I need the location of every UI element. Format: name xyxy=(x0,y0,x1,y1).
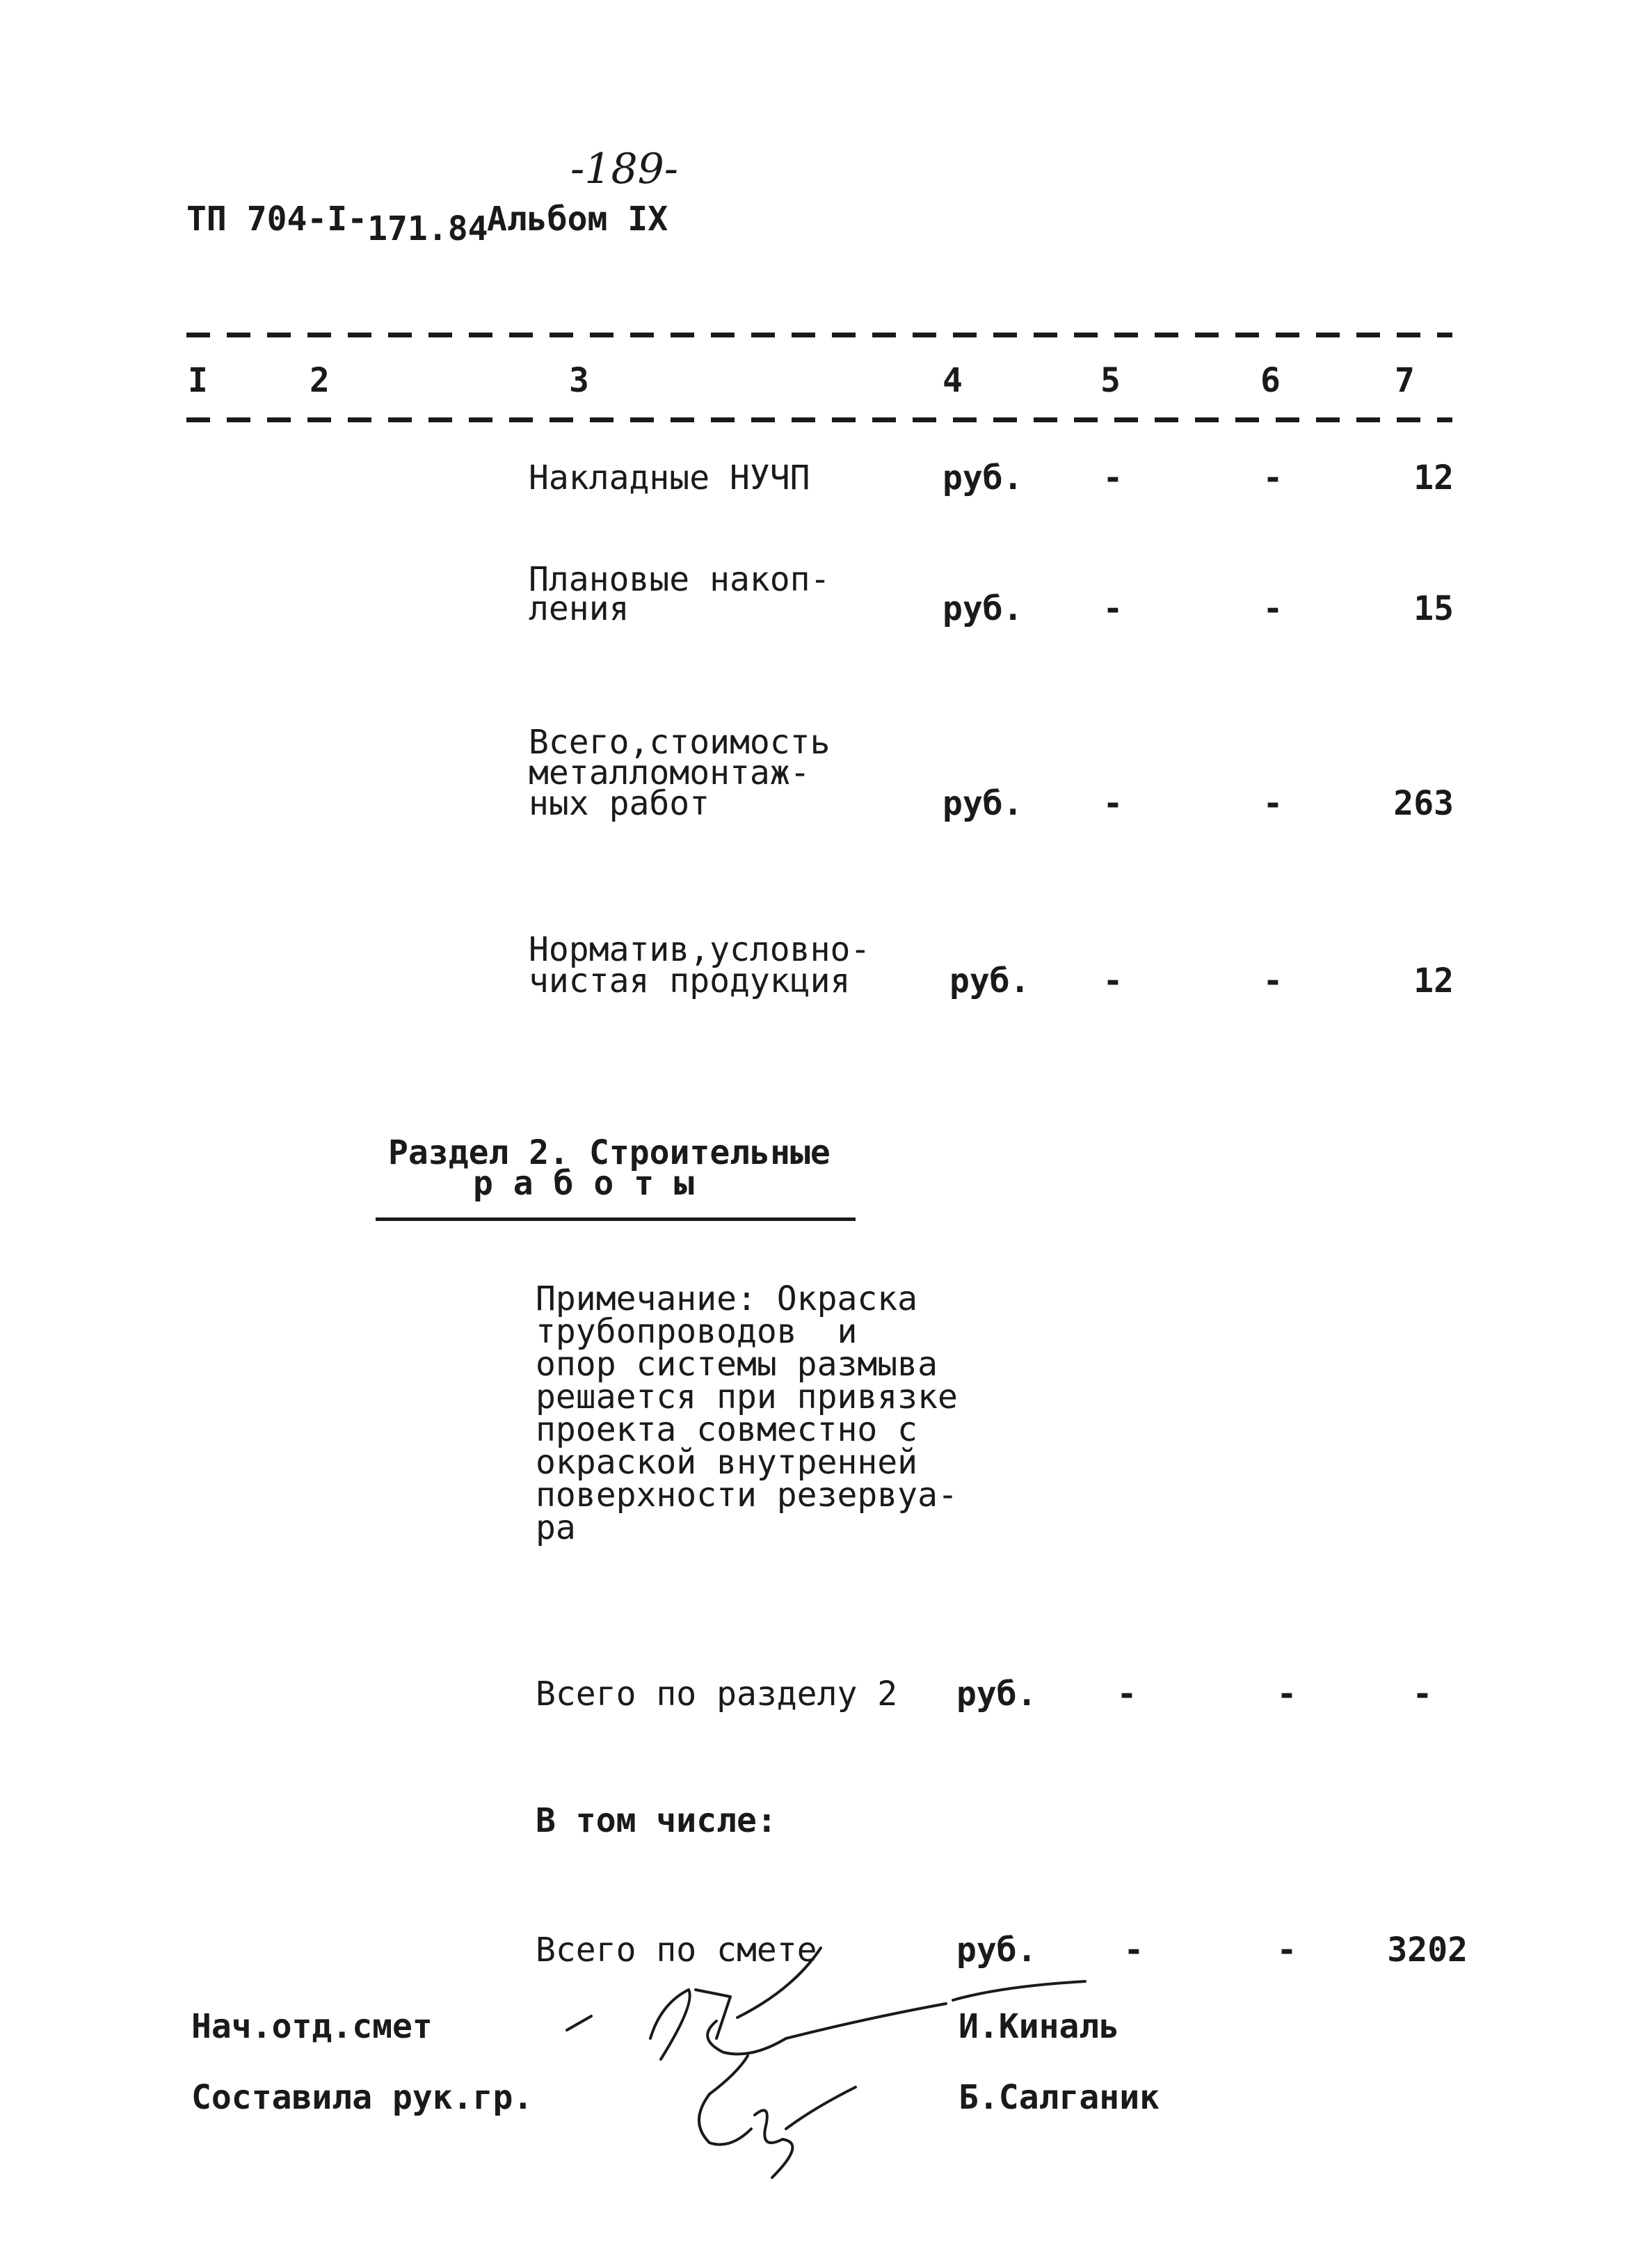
row-col6: - xyxy=(1262,589,1283,628)
row-col6: - xyxy=(1262,458,1283,497)
row-name-line: чистая продукция xyxy=(529,961,851,1000)
column-header: 5 xyxy=(1100,361,1121,400)
note-line: поверхности резервуа- xyxy=(536,1476,958,1515)
note-line: проекта совместно с xyxy=(536,1410,918,1449)
row-col6: - xyxy=(1262,784,1283,823)
total-section-col6: - xyxy=(1276,1675,1297,1714)
total-section-col7: - xyxy=(1412,1675,1433,1714)
column-header: 7 xyxy=(1395,361,1415,400)
row-name-line: Плановые накоп- xyxy=(529,560,831,599)
note-line: решается при привязке xyxy=(536,1377,958,1416)
row-col7: 12 xyxy=(1413,961,1454,1000)
row-name-line: металломонтаж- xyxy=(529,753,810,792)
total-section-col5: - xyxy=(1116,1675,1137,1714)
row-name-line: Норматив,условно- xyxy=(529,930,871,969)
row-unit: руб. xyxy=(943,458,1023,497)
total-estimate-col7: 3202 xyxy=(1387,1931,1468,1970)
page-number: -189- xyxy=(570,145,679,193)
total-estimate-unit: руб. xyxy=(956,1931,1037,1970)
signature-name: Б.Салганик xyxy=(959,2078,1160,2117)
row-unit: руб. xyxy=(943,589,1023,628)
album-label: Альбом IX xyxy=(487,200,668,239)
note-line: трубопроводов и xyxy=(536,1312,858,1351)
total-estimate-col6: - xyxy=(1276,1931,1297,1970)
row-unit: руб. xyxy=(949,961,1030,1000)
row-name-line: Накладные НУЧП xyxy=(529,458,810,497)
row-name-line: ных работ xyxy=(529,784,710,823)
row-col5: - xyxy=(1102,589,1123,628)
doc-code-prefix: ТП 704-I- xyxy=(186,200,368,239)
total-estimate-col5: - xyxy=(1123,1931,1144,1970)
note-line: окраской внутренней xyxy=(536,1443,918,1482)
signature-role: Нач.отд.смет xyxy=(191,2007,433,2046)
row-col5: - xyxy=(1102,458,1123,497)
row-col7: 12 xyxy=(1413,458,1454,497)
column-header: 2 xyxy=(310,361,330,400)
signature-role: Составила рук.гр. xyxy=(191,2078,534,2117)
note-line: опор системы размыва xyxy=(536,1345,938,1384)
including-label: В том числе: xyxy=(536,1801,777,1840)
row-unit: руб. xyxy=(943,784,1023,823)
row-col7: 263 xyxy=(1393,784,1454,823)
column-header: 6 xyxy=(1260,361,1281,400)
row-name-line: ления xyxy=(529,589,629,628)
total-estimate-label: Всего по смете xyxy=(536,1931,817,1970)
row-name-line: Всего,стоимость xyxy=(529,723,831,762)
column-header: 4 xyxy=(943,361,963,400)
note-line: Примечание: Окраска xyxy=(536,1279,918,1318)
signature-name: И.Киналь xyxy=(959,2007,1120,2046)
note-line: ра xyxy=(536,1508,576,1547)
total-section-unit: руб. xyxy=(956,1675,1037,1714)
row-col5: - xyxy=(1102,961,1123,1000)
section-title: Раздел 2. Строительные xyxy=(388,1133,831,1172)
total-section-label: Всего по разделу 2 xyxy=(536,1675,898,1714)
doc-code-number: 171.84 xyxy=(367,209,488,248)
row-col7: 15 xyxy=(1413,589,1454,628)
row-col5: - xyxy=(1102,784,1123,823)
column-header: I xyxy=(188,361,208,400)
row-col6: - xyxy=(1262,961,1283,1000)
column-header: 3 xyxy=(569,361,589,400)
section-subtitle: р а б о т ы xyxy=(473,1164,694,1203)
